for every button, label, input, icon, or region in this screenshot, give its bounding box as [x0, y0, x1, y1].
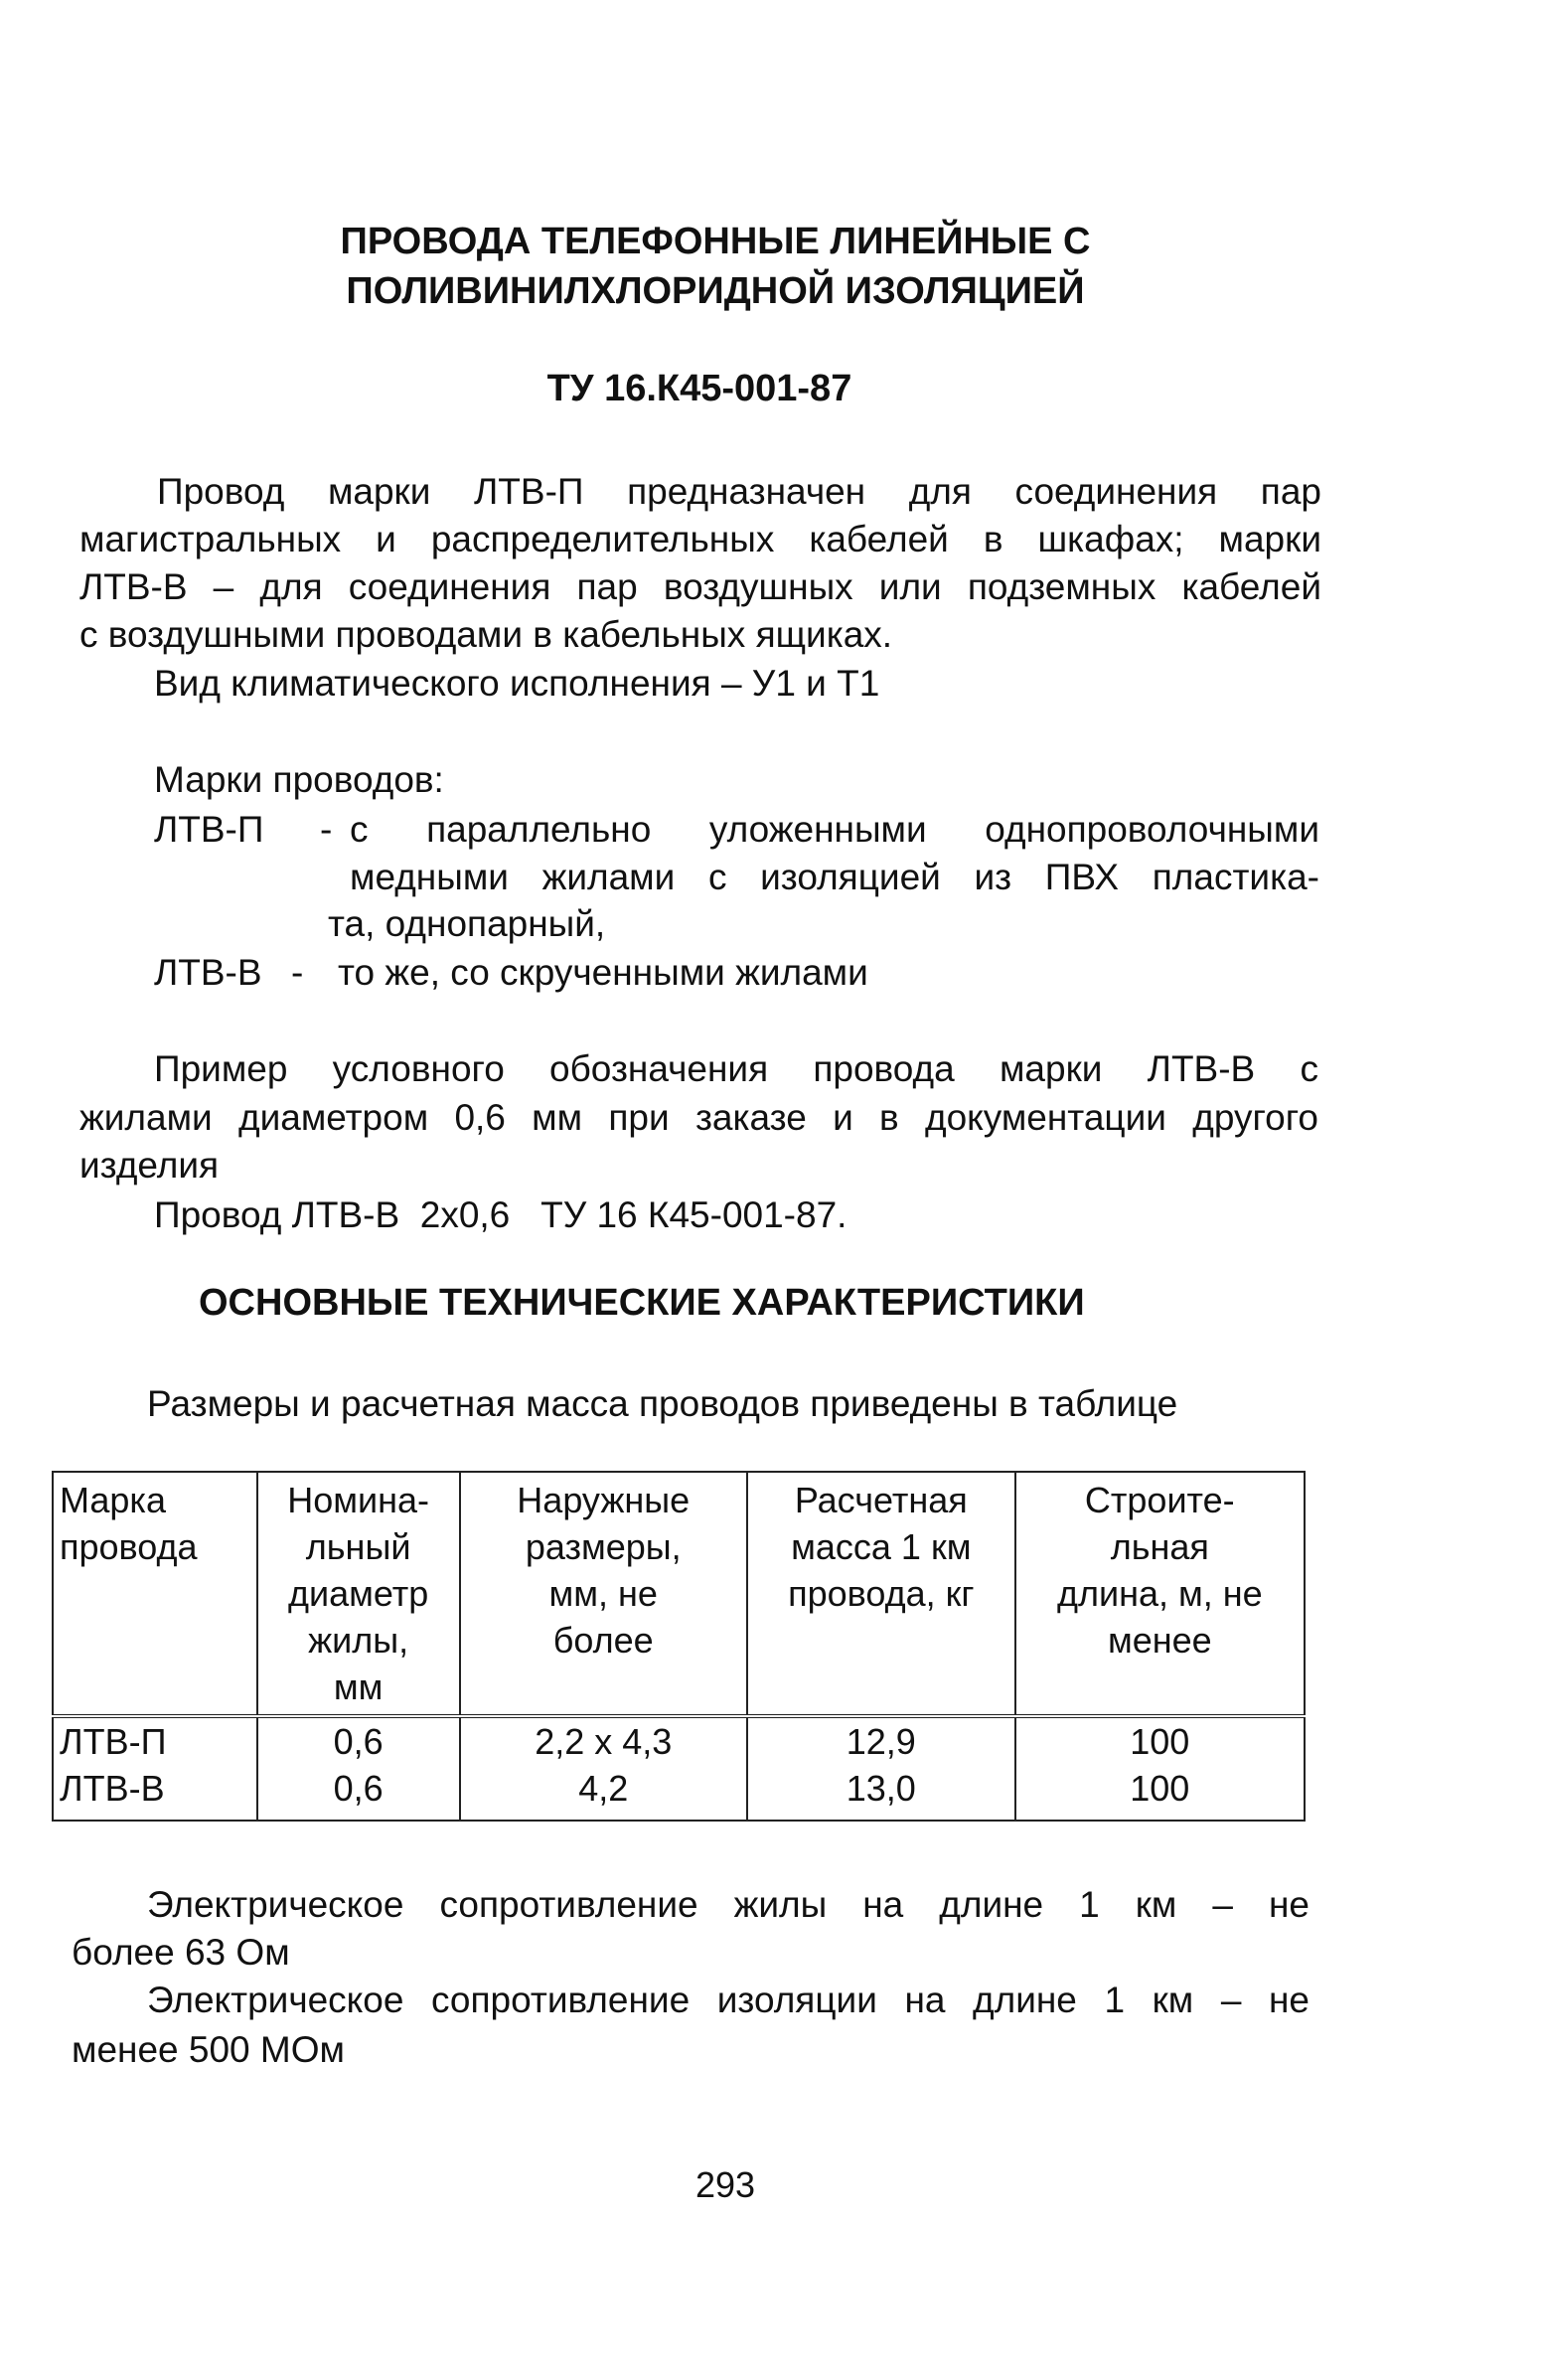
brands-heading: Марки проводов:	[154, 759, 444, 800]
brand-v-desc: то же, со скрученными жилами	[338, 952, 868, 993]
example-line-1: Пример условного обозначения провода марки ЛТВ-В с	[154, 1048, 1318, 1089]
header-brand: Марка провода	[53, 1472, 257, 1716]
brand-v-label: ЛТВ-В	[154, 952, 262, 993]
cell-mass: 13,0	[747, 1765, 1015, 1821]
title-line-2: ПОЛИВИНИЛХЛОРИДНОЙ ИЗОЛЯЦИЕЙ	[346, 270, 1085, 312]
cell-outer-size: 4,2	[460, 1765, 748, 1821]
header-estimated-mass: Расчетная масса 1 км провода, кг	[747, 1472, 1015, 1716]
header-nominal-diameter: Номина- льный диаметр жилы, мм	[257, 1472, 460, 1716]
header-outer-dimensions: Наружные размеры, мм, не более	[460, 1472, 748, 1716]
header-construction-length: Строите- льная длина, м, не менее	[1015, 1472, 1305, 1716]
insulation-resistance-line-1: Электрическое сопротивление изоляции на длине 1 км – не	[147, 1980, 1310, 2020]
cell-brand: ЛТВ-П	[53, 1716, 257, 1765]
table-row	[53, 1765, 1305, 1821]
cell-mass: 12,9	[747, 1716, 1015, 1765]
cell-length: 100	[1015, 1765, 1305, 1821]
brand-v-dash: -	[291, 952, 304, 993]
title-line-1: ПРОВОДА ТЕЛЕФОННЫЕ ЛИНЕЙНЫЕ С	[340, 221, 1091, 262]
cell-diameter: 0,6	[257, 1716, 460, 1765]
conductor-resistance-line-2: более 63 Ом	[72, 1932, 290, 1973]
intro-line-4: с воздушными проводами в кабельных ящиках.	[79, 614, 893, 655]
climate-version: Вид климатического исполнения – У1 и Т1	[154, 663, 880, 704]
table-row	[53, 1716, 1305, 1765]
cell-outer-size: 2,2 х 4,3	[460, 1716, 748, 1765]
specifications-table	[52, 1471, 1306, 1822]
example-line-2: жилами диаметром 0,6 мм при заказе и в документации другого	[79, 1097, 1318, 1138]
intro-line-2: магистральных и распределительных кабелей в шкафах; марки	[79, 519, 1321, 559]
insulation-resistance-line-2: менее 500 МОм	[72, 2029, 345, 2070]
cell-brand: ЛТВ-В	[53, 1765, 257, 1821]
intro-line-3: ЛТВ-В – для соединения пар воздушных или подземных кабелей	[79, 566, 1321, 607]
brand-p-desc-line-2: медными жилами с изоляцией из ПВХ пластика-	[350, 857, 1319, 897]
example-line-3: изделия	[79, 1145, 220, 1186]
table-intro: Размеры и расчетная масса проводов приведены в таблице	[147, 1383, 1178, 1424]
brand-p-dash: -	[320, 809, 333, 850]
spec-code: ТУ 16.К45-001-87	[546, 368, 852, 409]
cell-diameter: 0,6	[257, 1765, 460, 1821]
brand-p-desc-line-1: с параллельно уложенными однопроволочными	[350, 809, 1319, 850]
brand-p-desc-line-3: та, однопарный,	[328, 903, 606, 944]
conductor-resistance-line-1: Электрическое сопротивление жилы на длине 1 км – не	[147, 1884, 1310, 1925]
section-heading: ОСНОВНЫЕ ТЕХНИЧЕСКИЕ ХАРАКТЕРИСТИКИ	[199, 1282, 1085, 1324]
page-number: 293	[694, 2164, 756, 2205]
cell-length: 100	[1015, 1716, 1305, 1765]
designation-example: Провод ЛТВ-В 2х0,6 ТУ 16 К45-001-87.	[154, 1194, 848, 1235]
brand-p-label: ЛТВ-П	[154, 809, 264, 850]
intro-line-1: Провод марки ЛТВ-П предназначен для соединения пар	[157, 471, 1321, 512]
table-header-row	[53, 1472, 1305, 1716]
